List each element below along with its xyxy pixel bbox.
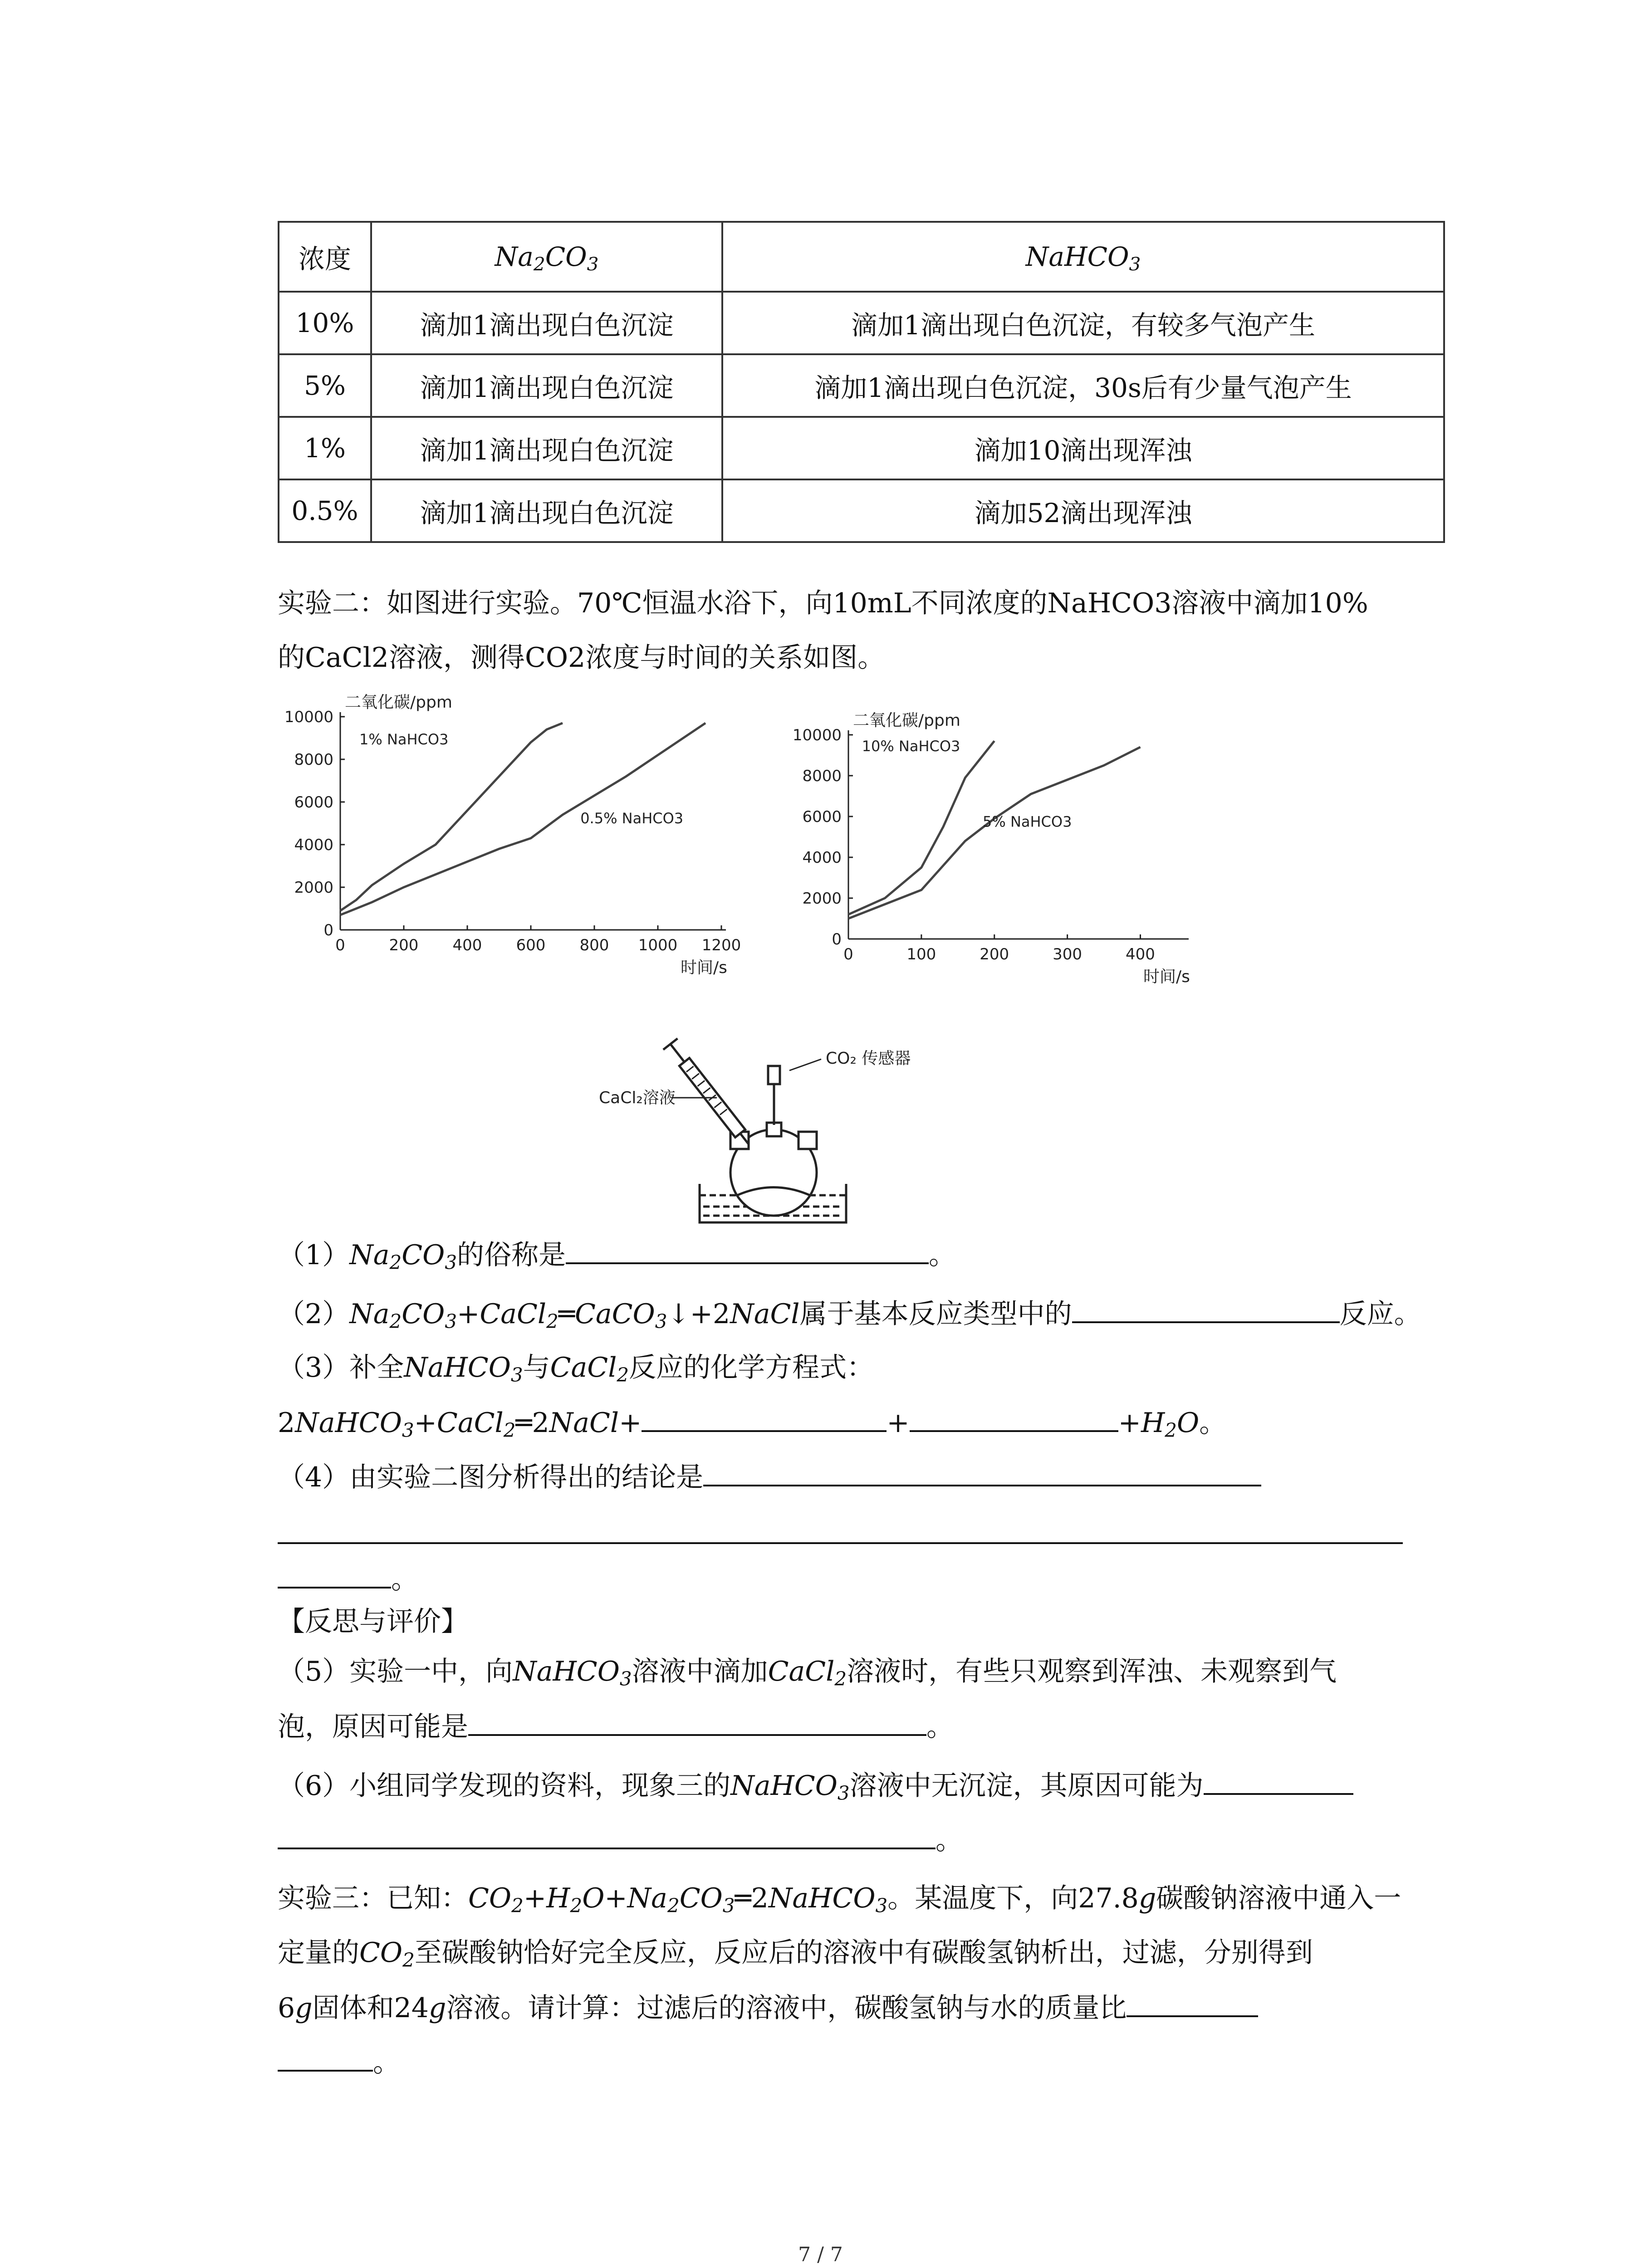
x-tick-label: 400 [452,936,482,954]
table-cell: 滴加1滴出现白色沉淀，有较多气泡产生 [722,292,1444,354]
x-tick-label: 400 [1126,945,1155,963]
x-tick-label: 100 [906,945,936,963]
y-tick-label: 0 [323,921,333,939]
exp2-line2: 的CaCl2溶液，测得CO2浓度与时间的关系如图。 [278,642,885,674]
x-tick-label: 600 [516,936,546,954]
series-label: 10% NaHCO3 [862,738,960,755]
y-tick-label: 2000 [802,890,842,908]
question-4: （4）由实验二图分析得出的结论是 [278,1458,1261,1496]
table-cell: 滴加1滴出现白色沉淀 [371,479,722,542]
y-tick-label: 10000 [284,708,333,726]
apparatus-diagram [581,1016,935,1229]
series-line [340,723,563,911]
x-tick-label: 200 [389,936,419,954]
question-3: （3）补全NaHCO$_3$与CaCl$_2$反应的化学方程式： [278,1352,874,1386]
table-cell: 0.5% [279,479,371,542]
table-cell: 滴加1滴出现白色沉淀，30s后有少量气泡产生 [722,354,1444,417]
stopper-right [798,1132,817,1149]
y-tick-label: 10000 [792,726,842,744]
exp3-line3: 6g固体和24g溶液。请计算：过滤后的溶液中，碳酸氢钠与水的质量比 [278,1989,1258,2026]
series-label: 1% NaHCO3 [359,731,449,748]
y-axis-label: 二氧化碳/ppm [853,711,960,730]
exp3-line2: 定量的$CO_2$至碳酸钠恰好完全反应，反应后的溶液中有碳酸氢钠析出，过滤，分别得到 [278,1937,1313,1971]
chart-right [780,699,1234,989]
y-tick-label: 4000 [802,849,842,867]
answer-blank-4a[interactable] [703,1458,1261,1486]
question-5-line2: 泡，原因可能是 。 [278,1708,954,1745]
y-tick-label: 2000 [294,879,333,897]
table-row [279,479,1444,542]
y-tick-label: 4000 [294,836,333,854]
x-tick-label: 200 [980,945,1009,963]
answer-blank-exp3b[interactable] [278,2043,373,2072]
table-cell: 滴加1滴出现白色沉淀 [371,354,722,417]
table-row [279,292,1444,354]
y-tick-label: 6000 [802,808,842,826]
answer-blank-3b[interactable] [910,1404,1118,1432]
table-row [279,417,1444,479]
table-header-row [279,222,1444,292]
question-1: $(1)Na_2CO_3$的俗称是 。 [278,1236,956,1273]
chart-left [254,685,758,975]
x-tick-label: 300 [1053,945,1083,963]
exp3-line1: 实验三：已知：$CO_2+H_2O+Na_2CO_3═2NaHCO_3$。某温度下，向27.8g碳酸钠溶液中通入一 [278,1882,1401,1917]
table-row [279,354,1444,417]
reflect-title: 【反思与评价】 [278,1606,468,1637]
x-tick-label: 1000 [638,936,678,954]
x-axis-label: 时间/s [681,958,727,975]
answer-blank-exp3a[interactable] [1127,1989,1258,2017]
answer-blank-4c[interactable] [278,1560,391,1589]
question-6: （6）小组同学发现的资料，现象三的NaHCO$_3$溶液中无沉淀，其原因可能为 [278,1767,1353,1804]
page-number: 7 / 7 [798,2243,843,2266]
x-tick-label: 0 [335,936,345,954]
answer-line-4b[interactable] [278,1542,1403,1544]
y-tick-label: 8000 [294,751,333,769]
header-concentration: 浓度 [279,222,371,292]
answer-blank-3a[interactable] [642,1404,887,1432]
x-tick-label: 0 [843,945,853,963]
exp2-line1: 实验二：如图进行实验。70℃恒温水浴下，向10mL不同浓度的NaHCO3溶液中滴加10% [278,587,1368,619]
table-cell: 滴加10滴出现浑浊 [722,417,1444,479]
x-tick-label: 800 [579,936,609,954]
question-3-equation: 2NaHCO$_3$+CaCl$_2$═2NaCl+ + $+H_2O$。 [278,1404,1226,1441]
question-6-end: 。 [278,1821,963,1858]
series-label: 0.5% NaHCO3 [580,810,684,827]
exp3-end: 。 [278,2043,400,2081]
table-cell: 滴加1滴出现白色沉淀 [371,292,722,354]
y-tick-label: 6000 [294,793,333,811]
header-na2co3: $Na_2CO_3$ [371,222,722,292]
table-cell: 10% [279,292,371,354]
co2-sensor [768,1066,780,1084]
answer-blank-5[interactable] [468,1708,926,1736]
answer-blank-6b[interactable] [278,1821,936,1849]
answer-blank-6a[interactable] [1204,1767,1353,1795]
question-5-line1: （5）实验一中，向NaHCO$_3$溶液中滴加CaCl$_2$溶液时，有些只观察到浑浊、未观察到气 [278,1656,1337,1690]
co2-sensor-label: CO₂ 传感器 [826,1049,911,1068]
y-axis-label: 二氧化碳/ppm [345,693,452,712]
series-label: 5% NaHCO3 [983,813,1072,831]
header-nahco3: NaHCO$_3$ [722,222,1444,292]
answer-blank-1[interactable] [566,1236,929,1264]
concentration-table [278,221,1445,543]
question-2: $(2)Na_2CO_3+CaCl_2═CaCO_3↓+2NaCl$属于基本反应类型中的 反应。 [278,1295,1421,1332]
cacl2-label: CaCl₂溶液 [599,1089,676,1107]
y-tick-label: 8000 [802,767,842,785]
syringe [663,1038,756,1149]
table-cell: 滴加52滴出现浑浊 [722,479,1444,542]
y-tick-label: 0 [832,930,842,948]
table-cell: 1% [279,417,371,479]
x-axis-label: 时间/s [1143,968,1190,986]
answer-blank-2[interactable] [1072,1295,1340,1323]
table-cell: 5% [279,354,371,417]
question-4-end: 。 [278,1560,418,1598]
x-tick-label: 1200 [701,936,741,954]
table-cell: 滴加1滴出现白色沉淀 [371,417,722,479]
